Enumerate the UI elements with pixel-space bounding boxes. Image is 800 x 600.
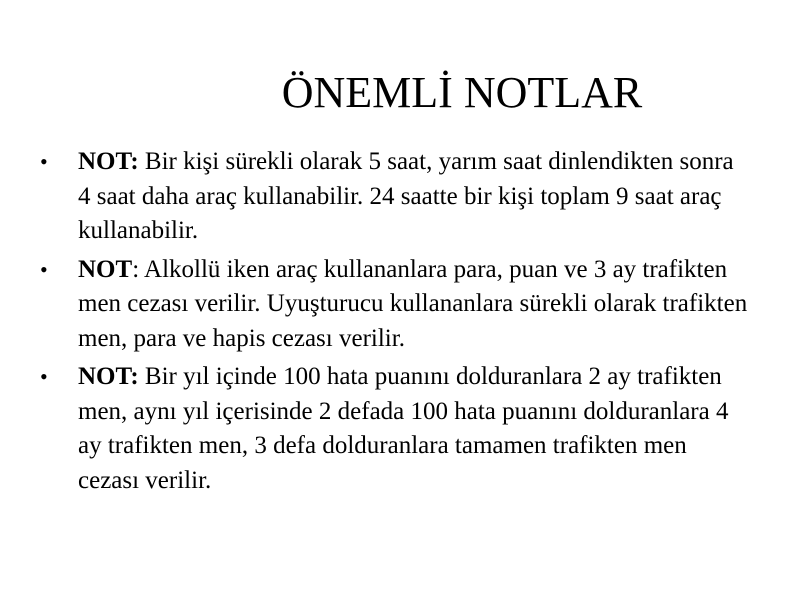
bullet-icon: • (40, 364, 48, 389)
note-item (40, 145, 752, 249)
note-item (40, 360, 752, 498)
note-label: NOT (78, 255, 133, 283)
note-text: Alkollü iken araç kullananlara para, puan ve 3 ay trafikten men cezası verilir. Uyuşturucu kullananlara sürekli olarak trafikten men, para ve hapis cezası verilir. (78, 255, 748, 352)
bullet-icon: • (40, 256, 48, 282)
note-label: NOT: (78, 148, 139, 175)
note-item (40, 253, 752, 357)
note-label: NOT: (78, 363, 139, 390)
note-label-suffix: : (132, 255, 140, 283)
note-text: Bir kişi sürekli olarak 5 saat, yarım saat dinlendikten sonra 4 saat daha araç kullanabilir. 24 saatte bir kişi toplam 9 saat araç kullanabilir. (78, 148, 734, 244)
bullet-icon: • (40, 149, 48, 174)
note-text: Bir yıl içinde 100 hata puanını dolduranlara 2 ay trafikten men, aynı yıl içerisinde 2 defada 100 hata puanını dolduranlara 4 ay trafikten men, 3 defa dolduranlara tamamen trafikten men cezası verilir. (78, 363, 729, 494)
notes-list (40, 145, 752, 502)
slide-title: ÖNEMLİ NOTLAR (281, 68, 643, 117)
